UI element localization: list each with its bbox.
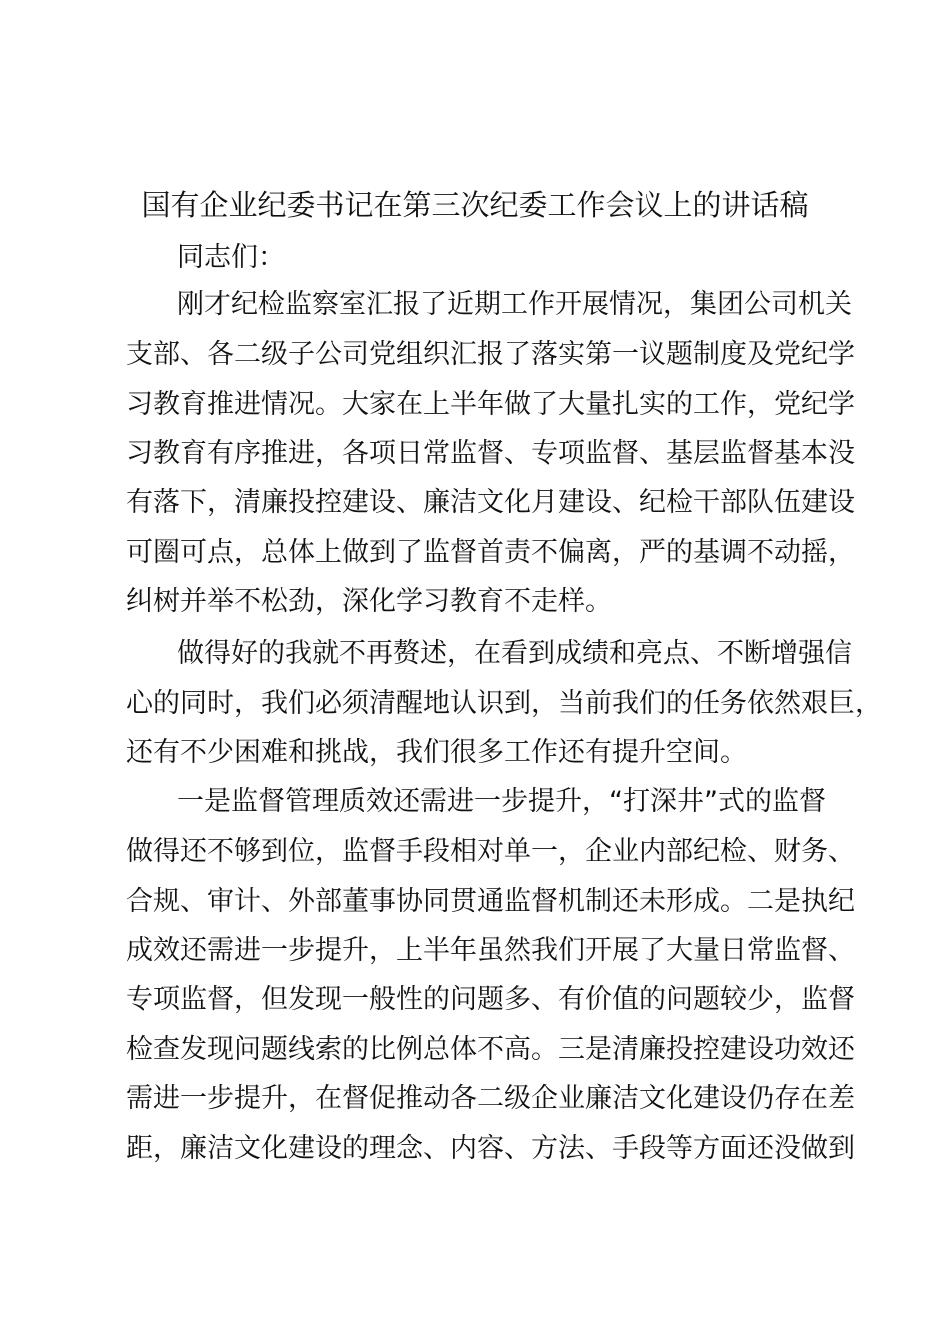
- paragraph-1-line: 习教育推进情况。大家在上半年做了大量扎实的工作，党纪学: [126, 389, 855, 420]
- paragraph-2-line: 心的同时，我们必须清醒地认识到，当前我们的任务依然艰巨，: [126, 688, 882, 719]
- paragraph-3-line: 距，廉洁文化建设的理念、内容、方法、手段等方面还没做到: [126, 1133, 855, 1164]
- paragraph-3-line: 做得还不够到位，监督手段相对单一，企业内部纪检、财务、: [126, 836, 855, 867]
- paragraph-3-line: 成效还需进一步提升，上半年虽然我们开展了大量日常监督、: [126, 935, 855, 966]
- salutation: 同志们：: [177, 242, 285, 273]
- paragraph-2-line: 做得好的我就不再赘述，在看到成绩和亮点、不断增强信: [177, 638, 852, 669]
- paragraph-2-line: 还有不少困难和挑战，我们很多工作还有提升空间。: [126, 737, 747, 768]
- paragraph-3-line: 需进一步提升，在督促推动各二级企业廉洁文化建设仍存在差: [126, 1083, 855, 1114]
- paragraph-1-line: 刚才纪检监察室汇报了近期工作开展情况，集团公司机关: [177, 289, 852, 320]
- paragraph-1-line: 纠树并举不松劲，深化学习教育不走样。: [126, 586, 612, 617]
- paragraph-3-line: 专项监督，但发现一般性的问题多、有价值的问题较少，监督: [126, 984, 855, 1015]
- paragraph-3-line: 合规、审计、外部董事协同贯通监督机制还未形成。二是执纪: [126, 886, 855, 917]
- paragraph-1-line: 习教育有序推进，各项日常监督、专项监督、基层监督基本没: [126, 438, 855, 469]
- paragraph-1-line: 可圈可点，总体上做到了监督首责不偏离，严的基调不动摇，: [126, 537, 855, 568]
- document-title: 国有企业纪委书记在第三次纪委工作会议上的讲话稿: [141, 188, 809, 222]
- paragraph-3-line: 一是监督管理质效还需进一步提升，“打深井”式的监督: [177, 786, 826, 817]
- paragraph-3-line: 检查发现问题线索的比例总体不高。三是清廉投控建设功效还: [126, 1034, 855, 1065]
- paragraph-1-line: 支部、各二级子公司党组织汇报了落实第一议题制度及党纪学: [126, 339, 855, 370]
- paragraph-1-line: 有落下，清廉投控建设、廉洁文化月建设、纪检干部队伍建设: [126, 487, 855, 518]
